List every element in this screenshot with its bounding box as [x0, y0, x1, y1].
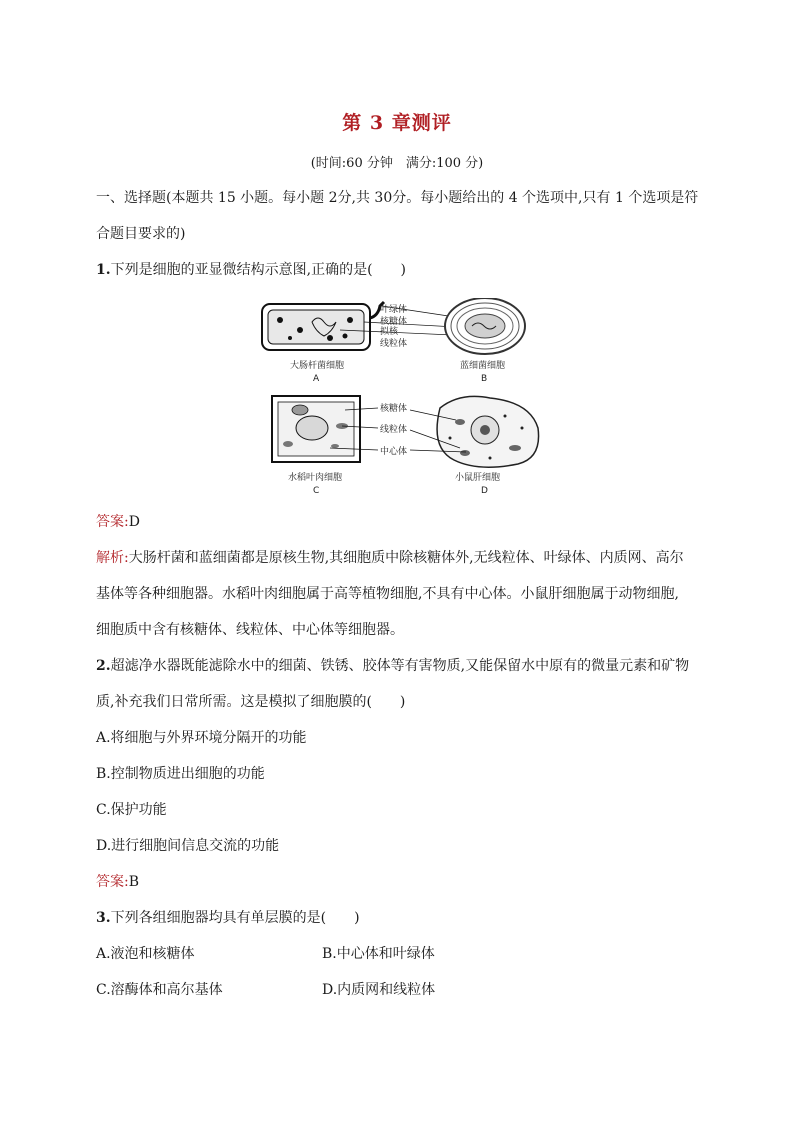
question-3	[96, 908, 360, 928]
caption-a-letter: A	[313, 374, 320, 384]
question-number: 3.	[96, 910, 111, 926]
caption-b-letter: B	[481, 374, 488, 384]
label-nucleoid-a: 拟核	[380, 327, 399, 337]
question-stem: 下列是细胞的亚显微结构示意图,正确的是( )	[110, 262, 406, 278]
exam-info: (时间:60 分钟 满分:100 分)	[310, 156, 484, 171]
question-stem: 下列各组细胞器均具有单层膜的是( )	[110, 910, 360, 926]
section-instructions-line2: 合题目要求的)	[96, 226, 186, 242]
q3-option-c: C.溶酶体和高尔基体	[96, 982, 223, 998]
q1-answer	[96, 512, 140, 532]
q3-option-b: B.中心体和叶绿体	[322, 946, 435, 962]
caption-b-name: 蓝细菌细胞	[460, 361, 506, 371]
question-2	[96, 656, 689, 676]
label-mitochondria-c: 线粒体	[380, 425, 408, 435]
q1-analysis-line3: 细胞质中含有核糖体、线粒体、中心体等细胞器。	[96, 622, 404, 638]
analysis-label: 解析:	[96, 550, 129, 566]
q2-answer	[96, 872, 139, 892]
q2-option-d: D.进行细胞间信息交流的功能	[96, 838, 280, 854]
cyanobacteria-cell-diagram	[445, 298, 525, 354]
caption-d-letter: D	[481, 486, 488, 496]
caption-c-name: 水稻叶肉细胞	[288, 473, 343, 483]
question-number: 1.	[96, 262, 111, 278]
label-ribosome-c: 核糖体	[380, 404, 408, 414]
caption-d-name: 小鼠肝细胞	[455, 473, 501, 483]
question-1	[96, 260, 406, 280]
caption-a-name: 大肠杆菌细胞	[290, 361, 345, 371]
answer-value: B	[128, 874, 140, 890]
q3-option-a: A.液泡和核糖体	[96, 946, 195, 962]
cell-structure-figure	[260, 298, 555, 498]
label-centrosome-c: 中心体	[380, 447, 408, 457]
ecoli-cell-diagram	[262, 302, 475, 350]
question-number: 2.	[96, 658, 111, 674]
q3-option-d: D.内质网和线粒体	[322, 982, 436, 998]
answer-label: 答案:	[96, 514, 129, 530]
q2-option-b: B.控制物质进出细胞的功能	[96, 766, 265, 782]
question-2-line2: 质,补充我们日常所需。这是模拟了细胞膜的( )	[96, 694, 406, 710]
label-chloroplast-a: 叶绿体	[380, 305, 408, 315]
page-title: 第 3 章测评	[342, 112, 452, 134]
label-ribosome-a: 核糖体	[380, 317, 408, 327]
q1-analysis-line1	[96, 548, 684, 568]
liver-cell-diagram	[410, 396, 539, 467]
caption-c-letter: C	[313, 486, 320, 496]
rice-leaf-cell-diagram	[272, 396, 378, 462]
answer-value: D	[128, 514, 140, 530]
question-stem: 超滤净水器既能滤除水中的细菌、铁锈、胶体等有害物质,又能保留水中原有的微量元素和矿物	[110, 658, 690, 674]
section-instructions-line1: 一、选择题(本题共 15 小题。每小题 2分,共 30分。每小题给出的 4 个选项中,只有 1 个选项是符	[96, 190, 699, 206]
q2-option-c: C.保护功能	[96, 802, 167, 818]
q2-option-a: A.将细胞与外界环境分隔开的功能	[96, 730, 307, 746]
answer-label: 答案:	[96, 874, 129, 890]
label-mitochondria-a: 线粒体	[380, 339, 408, 349]
analysis-text: 大肠杆菌和蓝细菌都是原核生物,其细胞质中除核糖体外,无线粒体、叶绿体、内质网、高尔	[128, 550, 684, 566]
q1-analysis-line2: 基体等各种细胞器。水稻叶肉细胞属于高等植物细胞,不具有中心体。小鼠肝细胞属于动物细胞,	[96, 586, 679, 602]
